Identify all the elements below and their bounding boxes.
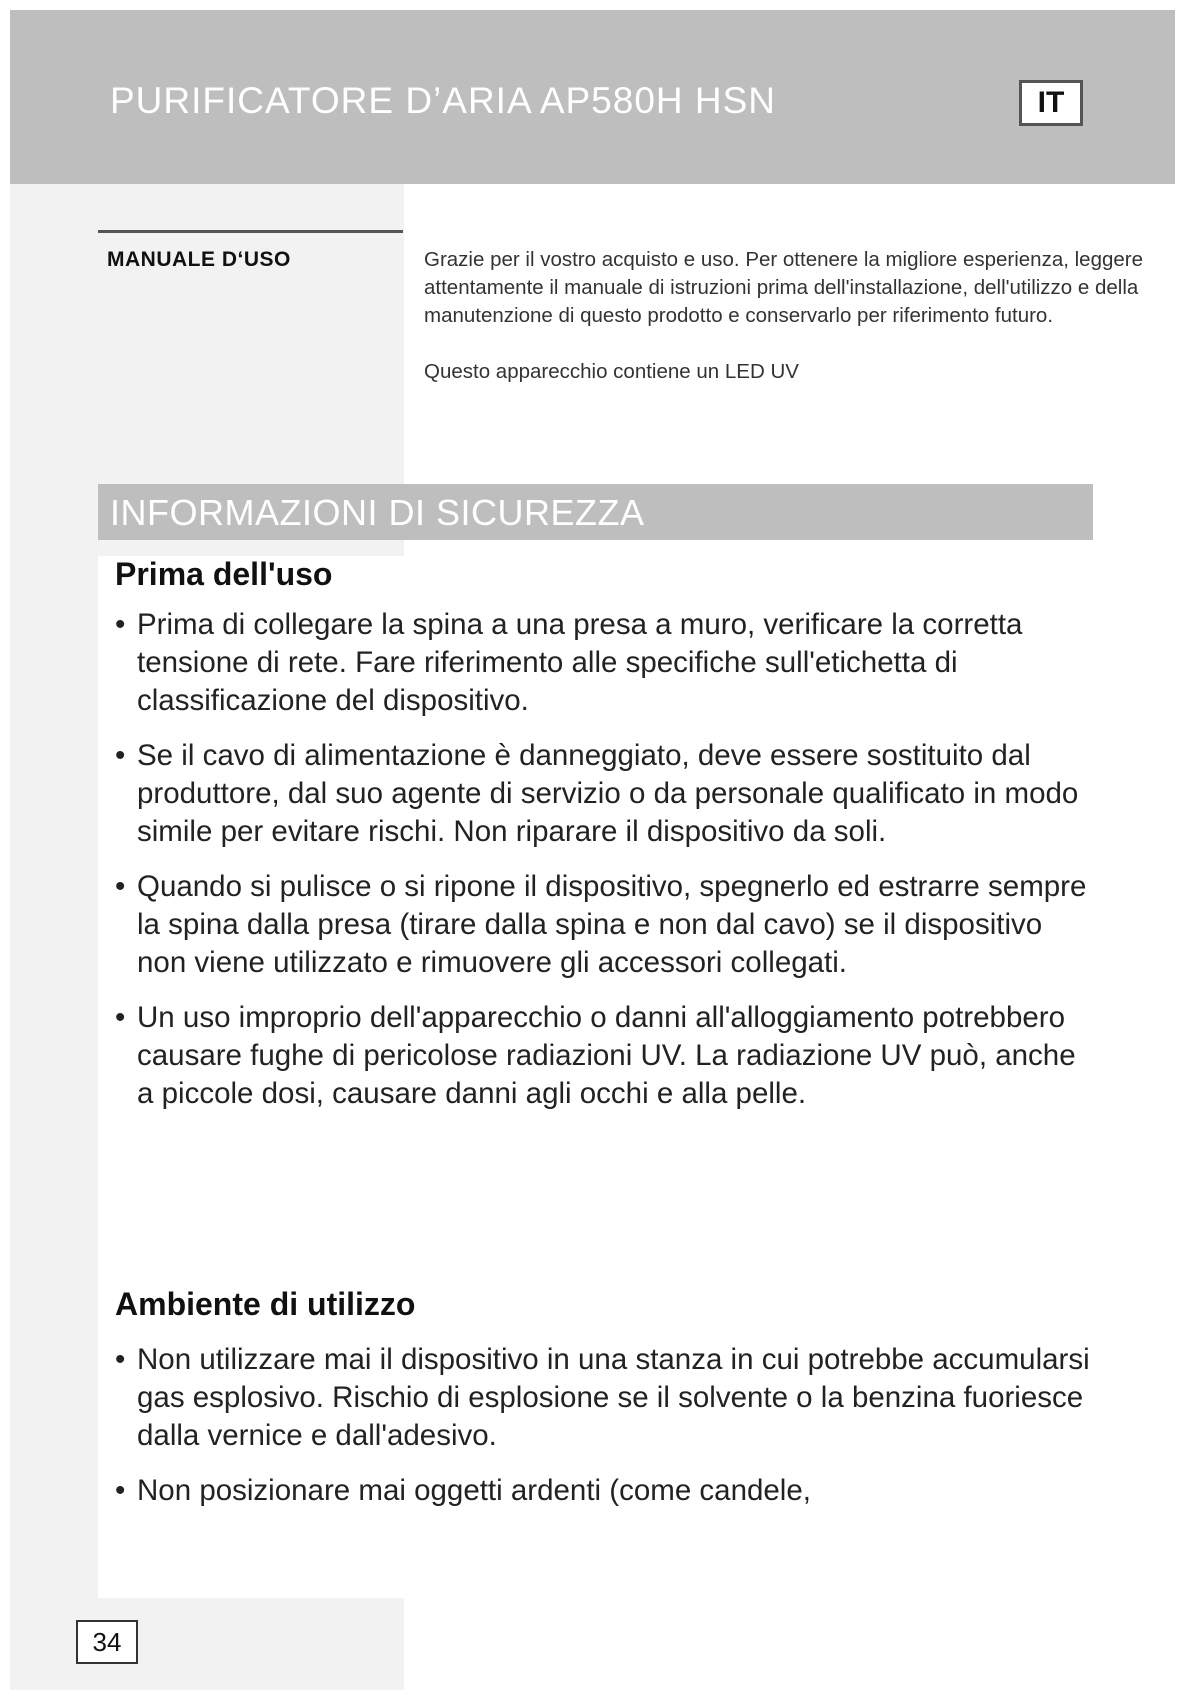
intro-text — [424, 246, 1144, 386]
before-use-list — [115, 606, 1090, 1130]
section-title: INFORMAZIONI DI SICUREZZA — [110, 492, 645, 533]
manual-label: MANUALE D‘USO — [107, 248, 291, 271]
subhead-before-use: Prima dell'uso — [115, 556, 333, 592]
bullet-icon: • — [115, 1474, 126, 1507]
safety-content — [98, 556, 1093, 1598]
list-item — [115, 868, 1090, 982]
list-item-text: Non posizionare mai oggetti ardenti (come candele, — [137, 1474, 811, 1507]
list-item-text: Quando si pulisce o si ripone il dispositivo, spegnerlo ed estrarre sempre la spina dalla presa (tirare dalla spina e non dal cavo) se il dispositivo non viene utilizzato e rimuovere gli accessori collegati. — [137, 870, 1087, 979]
intro-paragraph: Grazie per il vostro acquisto e uso. Per ottenere la migliore esperienza, leggere attentamente il manuale di istruzioni prima dell'installazione, dell'utilizzo e della manutenzione di questo prodotto e conservarlo per riferimento futuro. — [424, 248, 1144, 327]
list-item — [115, 1472, 1090, 1510]
environment-list — [115, 1341, 1090, 1527]
page-title: PURIFICATORE D’ARIA AP580H HSN — [110, 80, 777, 121]
bullet-icon: • — [115, 1001, 126, 1034]
manual-label-rule — [98, 230, 403, 233]
language-badge: IT — [1019, 80, 1083, 126]
bullet-icon: • — [115, 1343, 126, 1376]
page-number: 34 — [76, 1620, 138, 1664]
list-item-text: Un uso improprio dell'apparecchio o danni all'alloggiamento potrebbero causare fughe di pericolose radiazioni UV. La radiazione UV può, anche a piccole dosi, causare danni agli occhi e alla pelle. — [137, 1001, 1076, 1110]
list-item-text: Se il cavo di alimentazione è danneggiato, deve essere sostituito dal produttore, dal suo agente di servizio o da personale qualificato in modo simile per evitare rischi. Non riparare il dispositivo da soli. — [137, 739, 1079, 848]
list-item — [115, 1341, 1090, 1455]
subhead-environment: Ambiente di utilizzo — [115, 1286, 416, 1322]
list-item-text: Non utilizzare mai il dispositivo in una stanza in cui potrebbe accumularsi gas esplosivo. Rischio di esplosione se il solvente o la benzina fuoriesce dalla vernice e dall'adesivo. — [137, 1343, 1090, 1452]
bullet-icon: • — [115, 608, 126, 641]
section-header-bar — [98, 484, 1093, 540]
list-item — [115, 737, 1090, 851]
list-item — [115, 606, 1090, 720]
uv-notice: Questo apparecchio contiene un LED UV — [424, 360, 799, 383]
list-item — [115, 999, 1090, 1113]
list-item-text: Prima di collegare la spina a una presa a muro, verificare la corretta tensione di rete. Fare riferimento alle specifiche sull'etichetta di classificazione del dispositivo. — [137, 608, 1023, 717]
bullet-icon: • — [115, 739, 126, 772]
bullet-icon: • — [115, 870, 126, 903]
manual-page — [10, 10, 1175, 1690]
header-bar — [10, 10, 1175, 184]
